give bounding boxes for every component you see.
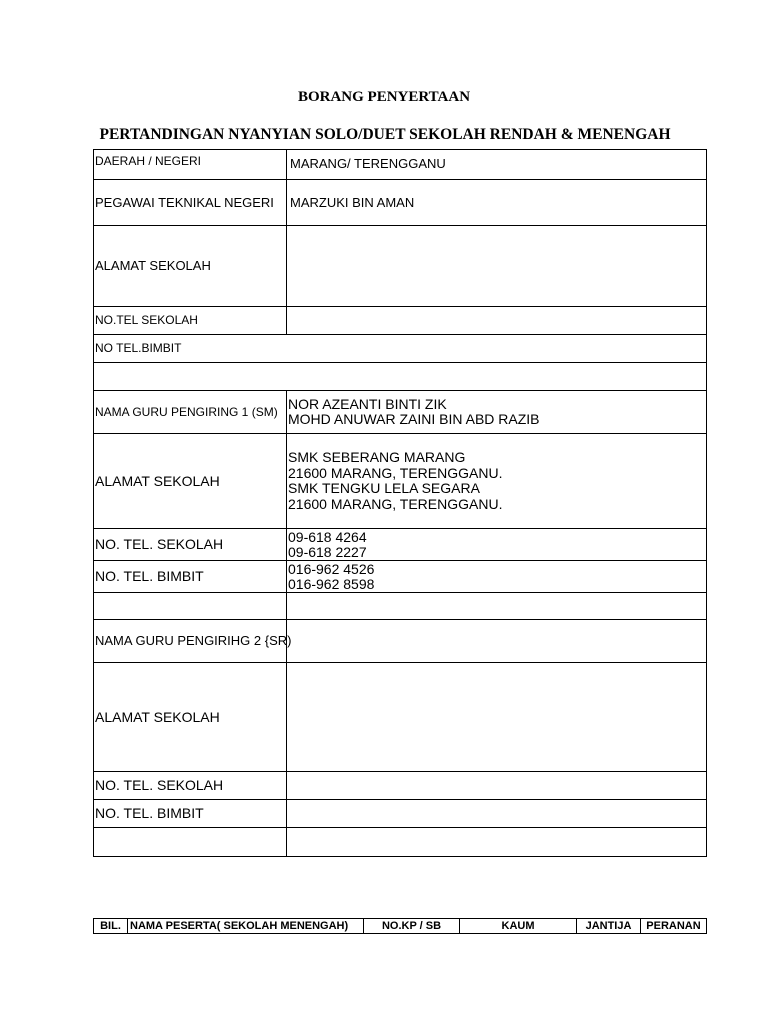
blank-cell [287,593,707,620]
row-alamat-2 [94,434,707,529]
phone-number: 09-618 4264 [288,528,367,545]
alamat-lines-2 [287,434,707,529]
guru1-label: NAMA GURU PENGIRING 1 (SM) [94,391,287,434]
blank-cell [94,593,287,620]
row-notel-bimbit-2 [94,561,707,593]
alamat-label-1: ALAMAT SEKOLAH [94,226,287,307]
row-blank-2 [94,593,707,620]
notel-sekolah-value-1 [287,307,707,335]
notel-bimbit-label-2: NO. TEL. BIMBIT [94,561,287,593]
guru2-value [287,620,707,663]
pegawai-value: MARZUKI BIN AMAN [287,180,707,226]
phone-number: 09-618 2227 [288,543,367,560]
participant-table [93,918,707,934]
row-daerah [94,150,707,180]
pegawai-label: PEGAWAI TEKNIKAL NEGERI [94,180,287,226]
participant-header-row [94,919,707,934]
row-notel-sekolah-1 [94,307,707,335]
row-blank-3 [94,828,707,857]
row-pegawai [94,180,707,226]
row-notel-bimbit-3 [94,800,707,828]
alamat-value-1 [287,226,707,307]
blank-cell [94,828,287,857]
row-alamat-1 [94,226,707,307]
notel-sekolah-value-3 [287,772,707,800]
row-guru-2 [94,620,707,663]
row-notel-sekolah-3 [94,772,707,800]
notel-sekolah-label-1: NO.TEL SEKOLAH [94,307,287,335]
alamat-line: SMK TENGKU LELA SEGARA [288,480,480,496]
guru1-name: MOHD ANUWAR ZAINI BIN ABD RAZIB [288,411,540,427]
guru2-label: NAMA GURU PENGIRIHG 2 {SR) [94,620,287,663]
notel-bimbit-value-3 [287,800,707,828]
phone-number: 016-962 4526 [288,560,375,577]
notel-sekolah-values-2 [287,529,707,561]
col-header-nama: NAMA PESERTA( SEKOLAH MENENGAH) [128,919,364,934]
col-header-peranan: PERANAN [641,919,707,934]
guru1-names [287,391,707,434]
notel-bimbit-label-1: NO TEL.BIMBIT [94,335,707,363]
alamat-line: 21600 MARANG, TERENGGANU. [288,495,503,512]
daerah-label: DAERAH / NEGERI [94,150,287,180]
alamat-label-3: ALAMAT SEKOLAH [94,663,287,772]
col-header-nokp: NO.KP / SB [364,919,460,934]
notel-sekolah-label-2: NO. TEL. SEKOLAH [94,529,287,561]
alamat-line: 21600 MARANG, TERENGGANU. [288,464,503,481]
row-blank-1 [94,363,707,391]
blank-cell [94,363,707,391]
form-title: BORANG PENYERTAAN [297,89,471,105]
phone-number: 016-962 8598 [288,575,375,592]
notel-bimbit-label-3: NO. TEL. BIMBIT [94,800,287,828]
col-header-kaum: KAUM [460,919,577,934]
registration-form-table [93,149,707,857]
row-alamat-3 [94,663,707,772]
alamat-label-2: ALAMAT SEKOLAH [94,434,287,529]
alamat-line: SMK SEBERANG MARANG [288,449,466,465]
alamat-value-3 [287,663,707,772]
blank-cell [287,828,707,857]
guru1-name: NOR AZEANTI BINTI ZIK [288,395,447,412]
daerah-value: MARANG/ TERENGGANU [287,150,707,180]
row-guru-1 [94,391,707,434]
col-header-bil: BIL. [94,919,128,934]
row-notel-sekolah-2 [94,529,707,561]
form-subtitle: PERTANDINGAN NYANYIAN SOLO/DUET SEKOLAH RENDAH & MENENGAH [99,126,671,143]
col-header-jantina: JANTIJA [577,919,641,934]
row-notel-bimbit-1 [94,335,707,363]
notel-sekolah-label-3: NO. TEL. SEKOLAH [94,772,287,800]
notel-bimbit-values-2 [287,561,707,593]
